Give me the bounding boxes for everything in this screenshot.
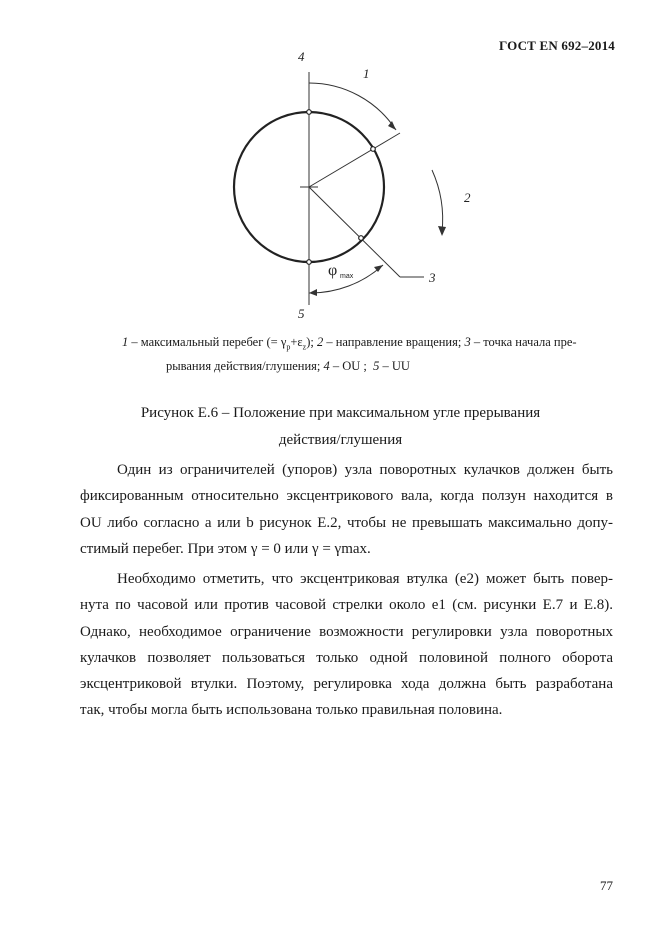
- label-4: 4: [298, 49, 305, 64]
- point-lower-right: [359, 236, 364, 241]
- paragraph-1-line-1: Один из ограничителей (упоров) узла поворотных кулачков должен быть: [117, 462, 613, 478]
- paragraph-2-line-5: эксцентриковой втулки. Поэтому, регулировка хода должна быть разработана: [80, 676, 613, 693]
- arc-max-overrun: [309, 83, 396, 130]
- figure-e6-diagram: [0, 0, 661, 330]
- page-number: 77: [600, 878, 613, 893]
- point-top: [307, 110, 312, 115]
- paragraph-1-line-3: OU либо согласно а или b рисунок Е.2, чтобы не превышать максимально допу-: [80, 514, 613, 531]
- paragraph-1-line-4: стимый перебег. При этом γ = 0 или γ = γmax.: [80, 540, 371, 557]
- label-1: 1: [363, 66, 370, 81]
- paragraph-2-line-6: так, чтобы могла быть использована только правильная половина.: [80, 702, 503, 719]
- paragraph-2-line-2: нута по часовой или против часовой стрелки около e1 (см. рисунки Е.7 и Е.8).: [80, 597, 613, 614]
- legend-line-1: 1 – максимальный перебег (= $\gamma_p+\varepsilon_z$); 2 – направление вращения; 3 – точка начала пре-: [122, 335, 577, 352]
- point-upper-right: [371, 147, 376, 152]
- label-phi-sub: max: [340, 273, 354, 280]
- label-3: 3: [429, 270, 436, 285]
- paragraph-2-line-3: Однако, необходимое ограничение возможности регулировки узла поворотных: [80, 623, 613, 640]
- paragraph-1-line-2: фиксированным относительно эксцентрикового вала, когда ползун находится в: [80, 488, 613, 505]
- legend-line-2: рывания действия/глушения; 4 – OU ; 5 – UU: [166, 359, 410, 373]
- rotation-arrow: [432, 170, 443, 232]
- document-header: ГОСТ EN 692–2014: [498, 38, 615, 53]
- paragraph-2-line-4: кулачков позволяет пользоваться только одной половиной полного оборота: [80, 649, 613, 666]
- figure-title-line-2: действия/глушения: [278, 432, 403, 448]
- figure-title-line-1: Рисунок Е.6 – Положение при максимальном угле прерывания: [140, 405, 541, 421]
- arc-arrowhead-1: [388, 121, 396, 130]
- label-5: 5: [298, 306, 305, 321]
- radial-line-upper: [309, 133, 400, 187]
- label-2: 2: [464, 190, 471, 205]
- paragraph-2: [80, 566, 613, 724]
- point-bottom: [307, 260, 312, 265]
- label-phi: φ: [328, 262, 338, 279]
- arc-arrowhead-phi-start: [309, 289, 317, 296]
- radial-line-lower: [309, 187, 400, 277]
- rotation-arrowhead: [438, 226, 446, 236]
- paragraph-2-line-1: Необходимо отметить, что эксцентриковая втулка (e2) может быть повер-: [117, 571, 613, 587]
- paragraph-1: [80, 457, 613, 562]
